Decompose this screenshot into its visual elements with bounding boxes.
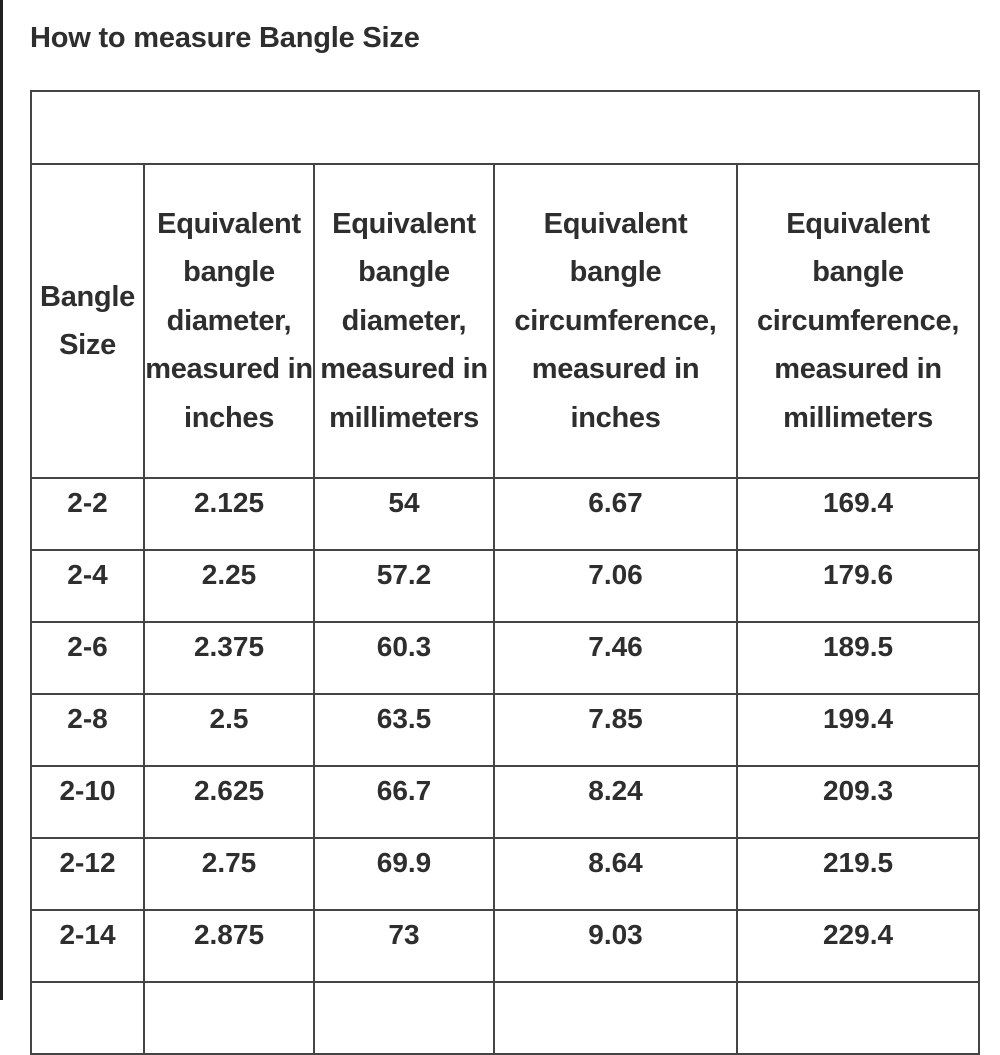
cell-diameter-in: 2.125 [144,478,314,550]
cell-diameter-mm: 63.5 [314,694,494,766]
cell-size: 2-14 [31,910,144,982]
cell-circumference-mm: 199.4 [737,694,979,766]
cell-circumference-mm: 179.6 [737,550,979,622]
table-row [31,622,979,694]
table-header-row [31,164,979,478]
table-row [31,694,979,766]
cell-diameter-mm: 69.9 [314,838,494,910]
cell-size: 2-12 [31,838,144,910]
cell-circumference-mm: 219.5 [737,838,979,910]
cell-circumference-in: 7.46 [494,622,737,694]
cell-diameter-mm: 60.3 [314,622,494,694]
header-circumference-mm: Equivalent bangle circumference, measured in millimeters [737,164,979,478]
cell-size: 2-6 [31,622,144,694]
table-row [31,550,979,622]
cell-diameter-in: 2.5 [144,694,314,766]
cell-diameter-mm: 57.2 [314,550,494,622]
table-caption [31,91,979,164]
table-row [31,478,979,550]
cell-diameter-in: 2.375 [144,622,314,694]
cell-size: 2-10 [31,766,144,838]
table-row [31,838,979,910]
cell-circumference-in: 8.24 [494,766,737,838]
cell-diameter-in: 2.75 [144,838,314,910]
page-left-border [0,0,3,1000]
table-row-partial [31,982,979,1054]
header-diameter-mm: Equivalent bangle diameter, measured in millimeters [314,164,494,478]
cell-diameter-mm: 73 [314,910,494,982]
cell-diameter-mm: 66.7 [314,766,494,838]
cell-circumference-in: 6.67 [494,478,737,550]
cell-circumference-in: 9.03 [494,910,737,982]
header-diameter-inches: Equivalent bangle diameter, measured in inches [144,164,314,478]
cell-circumference-mm: 169.4 [737,478,979,550]
cell-circumference-mm: 189.5 [737,622,979,694]
cell-diameter-in: 2.625 [144,766,314,838]
cell-circumference-in: 8.64 [494,838,737,910]
cell-diameter-mm: 54 [314,478,494,550]
cell-circumference-mm: 229.4 [737,910,979,982]
bangle-size-table [30,90,980,1055]
table-row [31,766,979,838]
header-bangle-size: Bangle Size [31,164,144,478]
cell-diameter-in: 2.25 [144,550,314,622]
cell-diameter-in: 2.875 [144,910,314,982]
cell-circumference-in: 7.85 [494,694,737,766]
header-circumference-inches: Equivalent bangle circumference, measured in inches [494,164,737,478]
cell-size: 2-8 [31,694,144,766]
cell-size: 2-2 [31,478,144,550]
cell-size: 2-4 [31,550,144,622]
page-title: How to measure Bangle Size [30,22,420,54]
table-row [31,910,979,982]
cell-circumference-in: 7.06 [494,550,737,622]
cell-circumference-mm: 209.3 [737,766,979,838]
table-caption-row [31,91,979,164]
